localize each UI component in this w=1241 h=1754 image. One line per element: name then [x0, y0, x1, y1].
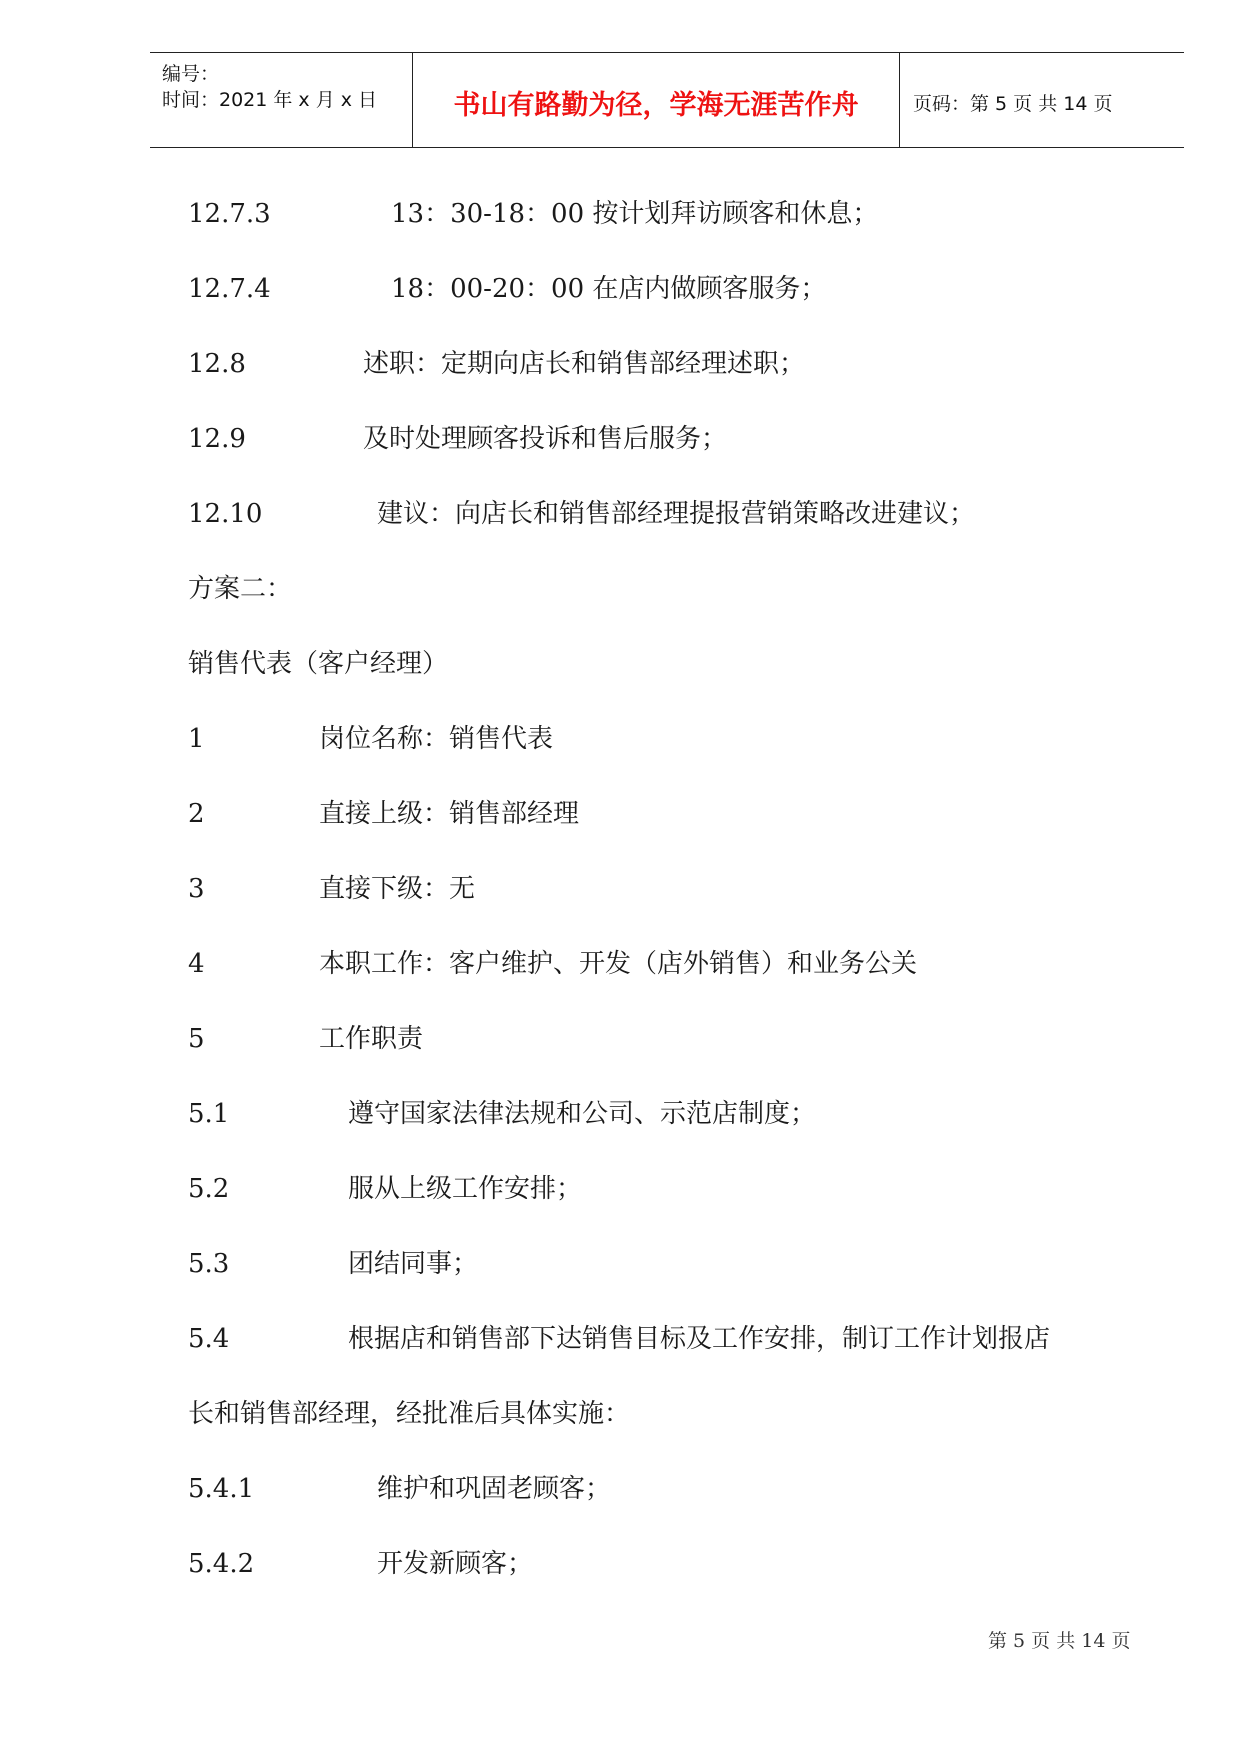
item-text: 遵守国家法律法规和公司、示范店制度； — [348, 1099, 817, 1129]
item-text: 团结同事； — [348, 1249, 479, 1279]
item-number: 12.7.4 — [188, 274, 271, 304]
item-text: 方案二： — [188, 574, 293, 604]
item-text: 开发新顾客； — [377, 1549, 534, 1579]
item-text: 直接下级：无 — [319, 874, 476, 904]
item-text: 维护和巩固老顾客； — [377, 1474, 612, 1504]
page-footer: 第 5 页 共 14 页 — [988, 1630, 1131, 1652]
item-number: 5.4 — [188, 1324, 230, 1354]
item-number: 5.4.1 — [188, 1474, 255, 1504]
item-number: 3 — [188, 874, 205, 904]
item-number: 5.2 — [188, 1174, 230, 1204]
item-number: 4 — [188, 949, 205, 979]
item-number: 2 — [188, 799, 205, 829]
item-text: 工作职责 — [319, 1024, 424, 1054]
document-number-label: 编号： — [162, 63, 220, 85]
item-number: 5.1 — [188, 1099, 230, 1129]
item-text: 13：30-18：00 按计划拜访顾客和休息； — [391, 199, 879, 229]
header-info-cell — [150, 53, 413, 147]
page-header — [150, 52, 1184, 148]
item-text: 本职工作：客户维护、开发（店外销售）和业务公关 — [319, 949, 918, 979]
item-number: 12.9 — [188, 424, 246, 454]
header-page-number: 页码：第 5 页 共 14 页 — [913, 93, 1113, 115]
header-motto-cell — [413, 53, 900, 147]
item-text: 服从上级工作安排； — [348, 1174, 583, 1204]
item-text: 根据店和销售部下达销售目标及工作安排，制订工作计划报店 — [348, 1324, 1051, 1354]
item-text: 18：00-20：00 在店内做顾客服务； — [391, 274, 827, 304]
item-text: 及时处理顾客投诉和售后服务； — [363, 424, 728, 454]
item-number: 12.10 — [188, 499, 263, 529]
item-text: 长和销售部经理，经批准后具体实施： — [188, 1399, 631, 1429]
item-number: 12.7.3 — [188, 199, 271, 229]
item-number: 5 — [188, 1024, 205, 1054]
item-text: 述职：定期向店长和销售部经理述职； — [363, 349, 806, 379]
item-number: 12.8 — [188, 349, 246, 379]
item-number: 1 — [188, 724, 205, 754]
header-page-cell — [901, 53, 1184, 147]
item-number: 5.4.2 — [188, 1549, 255, 1579]
item-text: 直接上级：销售部经理 — [319, 799, 580, 829]
item-text: 岗位名称：销售代表 — [319, 724, 554, 754]
item-text: 建议：向店长和销售部经理提报营销策略改进建议； — [377, 499, 976, 529]
document-time-label: 时间：2021 年 x 月 x 日 — [162, 89, 378, 111]
item-text: 销售代表（客户经理） — [188, 649, 449, 679]
header-motto: 书山有路勤为径，学海无涯苦作舟 — [453, 90, 859, 121]
item-number: 5.3 — [188, 1249, 230, 1279]
